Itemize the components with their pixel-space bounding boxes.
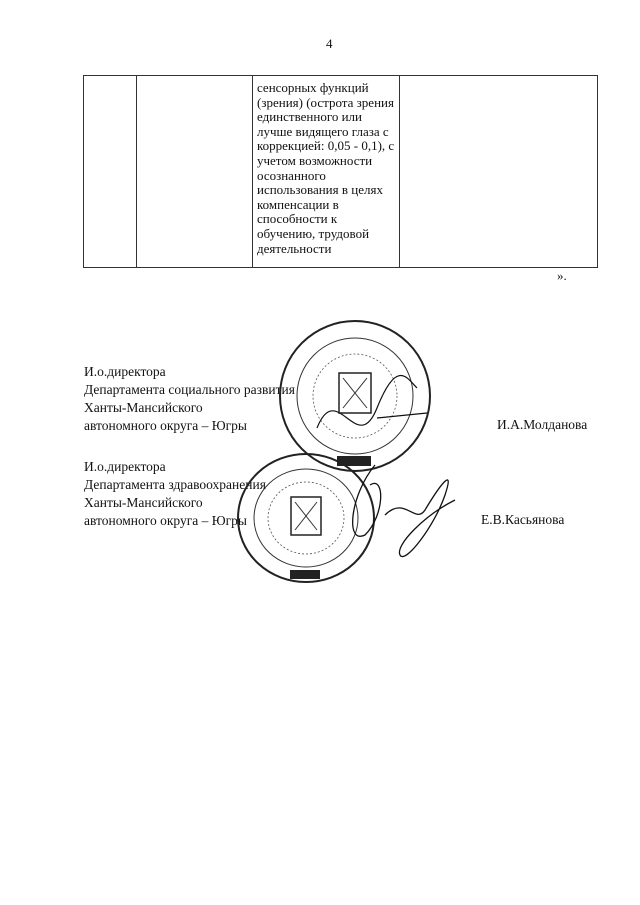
region-line: Ханты-Мансийского	[84, 495, 203, 510]
department-line: Департамента здравоохранения	[84, 477, 266, 492]
handwritten-signature	[345, 455, 465, 575]
position-line: И.о.директора	[84, 459, 166, 474]
department-line: Департамента социального развития	[84, 382, 295, 397]
table-cell-3: сенсорных функций (зрения) (острота зрения единственного или лучше видящего глаза с коррекцией: 0,05 - 0,1), с учетом возможности осознанного использования в целях компенсации в способности к обучению, трудовой деятельности	[253, 76, 400, 268]
requirements-table	[83, 75, 598, 268]
table-cell-2	[137, 76, 253, 268]
page-number: 4	[326, 36, 333, 51]
region-line: автономного округа – Югры	[84, 418, 247, 433]
official-stamp-social	[277, 318, 433, 474]
table-cell-4	[400, 76, 598, 268]
region-line: автономного округа – Югры	[84, 513, 247, 528]
table-row	[84, 76, 598, 268]
position-line: И.о.директора	[84, 364, 166, 379]
signatory-name: И.А.Молданова	[497, 417, 588, 432]
closing-quote: ».	[557, 268, 567, 283]
signature-block-social	[84, 363, 295, 435]
table-cell-1	[84, 76, 137, 268]
region-line: Ханты-Мансийского	[84, 400, 203, 415]
signatory-name: Е.В.Касьянова	[481, 512, 565, 527]
